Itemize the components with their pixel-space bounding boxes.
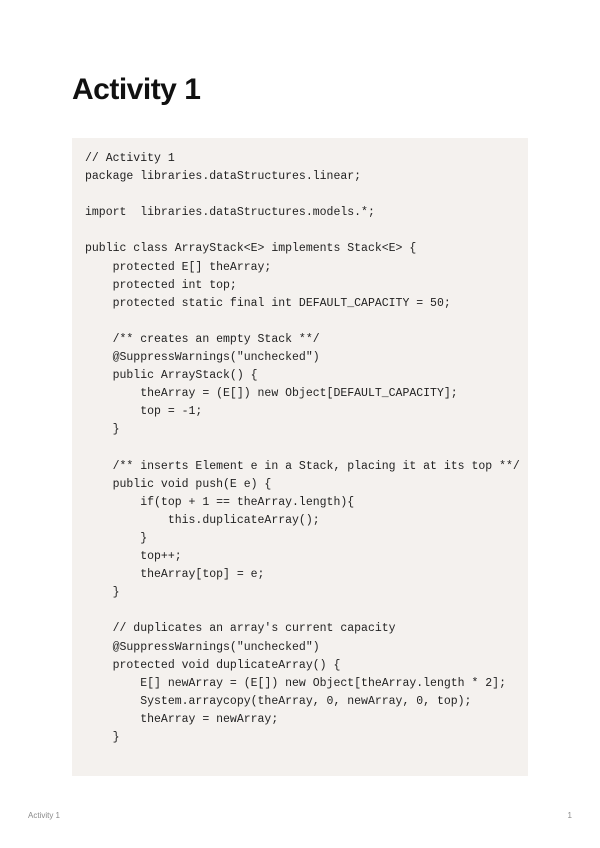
code-line	[85, 440, 528, 458]
code-line: public ArrayStack() {	[85, 369, 258, 383]
code-line: theArray = newArray;	[85, 712, 279, 726]
code-line: top = -1;	[85, 405, 203, 419]
code-line: protected void duplicateArray() {	[85, 658, 341, 672]
footer-label: Activity 1	[28, 811, 61, 820]
code-line: @SuppressWarnings("unchecked")	[85, 351, 320, 365]
code-line: // duplicates an array's current capacity	[85, 622, 396, 636]
code-line: /** creates an empty Stack **/	[85, 332, 320, 346]
code-line: protected int top;	[85, 278, 237, 292]
code-line	[85, 222, 528, 240]
code-line: protected E[] theArray;	[85, 260, 272, 274]
code-line: protected static final int DEFAULT_CAPACITY = 50;	[85, 296, 451, 310]
code-line	[85, 313, 528, 331]
code-line: public class ArrayStack<E> implements Stack<E> {	[85, 242, 417, 256]
code-line: // Activity 1	[85, 152, 175, 165]
code-line: E[] newArray = (E[]) new Object[theArray.length * 2];	[85, 676, 506, 690]
code-line: }	[85, 531, 148, 545]
code-line: @SuppressWarnings("unchecked")	[85, 640, 320, 654]
code-line: }	[85, 423, 120, 437]
page-title: Activity 1	[72, 73, 201, 106]
code-line: public void push(E e) {	[85, 477, 272, 491]
code-line: this.duplicateArray();	[85, 513, 320, 527]
code-line	[85, 186, 528, 204]
code-line: System.arraycopy(theArray, 0, newArray, 0, top);	[85, 694, 472, 708]
code-line: top++;	[85, 550, 182, 564]
code-line: /** inserts Element e in a Stack, placing it at its top **/	[85, 459, 520, 473]
code-line: }	[85, 731, 120, 744]
code-line: import libraries.dataStructures.models.*;	[85, 206, 375, 220]
code-line: }	[85, 586, 120, 600]
code-line: package libraries.dataStructures.linear;	[85, 170, 362, 184]
code-line	[85, 602, 528, 620]
code-line: theArray = (E[]) new Object[DEFAULT_CAPACITY];	[85, 387, 458, 401]
code-line: if(top + 1 == theArray.length){	[85, 495, 355, 509]
page-number: 1	[567, 811, 572, 820]
code-line: theArray[top] = e;	[85, 568, 265, 582]
code-block	[72, 138, 528, 776]
